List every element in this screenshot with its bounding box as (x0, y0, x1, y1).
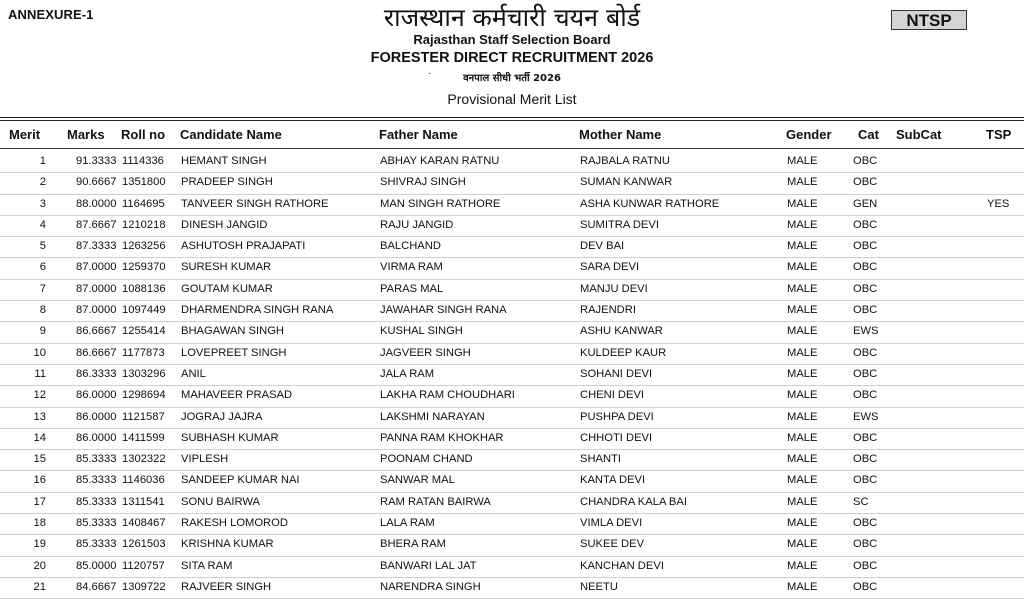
merit-cell: 13 (33, 410, 46, 423)
mother-name-cell: RAJENDRI (580, 304, 636, 317)
gender-cell: MALE (787, 197, 818, 210)
candidate-name-cell: JOGRAJ JAJRA (181, 410, 263, 423)
category-cell: SC (853, 495, 869, 508)
category-cell: OBC (853, 367, 878, 380)
marks-cell: 87.0000 (76, 282, 117, 295)
father-name-cell: NARENDRA SINGH (380, 580, 481, 593)
roll-no-cell: 1210218 (122, 218, 166, 231)
father-name-cell: POONAM CHAND (380, 453, 473, 466)
marks-cell: 87.3333 (76, 240, 117, 253)
father-name-cell: SHIVRAJ SINGH (380, 176, 466, 189)
father-name-cell: RAM RATAN BAIRWA (380, 495, 491, 508)
marks-cell: 86.3333 (76, 367, 117, 380)
roll-no-cell: 1177873 (122, 346, 165, 359)
category-cell: OBC (853, 389, 878, 402)
table-row (0, 514, 1024, 535)
merit-cell: 17 (33, 495, 46, 508)
table-row (0, 471, 1024, 492)
category-cell: OBC (853, 155, 878, 167)
gender-cell: MALE (787, 495, 818, 508)
merit-cell: 1 (39, 155, 46, 167)
gender-cell: MALE (787, 453, 818, 466)
table-row (0, 578, 1024, 599)
category-cell: OBC (853, 282, 878, 295)
father-name-cell: JAGVEER SINGH (380, 346, 471, 359)
category-cell: OBC (853, 176, 878, 189)
category-cell: EWS (853, 325, 879, 338)
merit-cell: 14 (33, 431, 46, 444)
roll-no-cell: 1146036 (122, 474, 165, 487)
candidate-name-cell: SURESH KUMAR (181, 261, 272, 274)
col-cat-header: Cat (858, 127, 879, 142)
table-row (0, 535, 1024, 556)
table-row (0, 493, 1024, 514)
ntsp-badge: NTSP (891, 10, 967, 30)
father-name-cell: PARAS MAL (380, 282, 444, 295)
marks-cell: 85.0000 (76, 559, 117, 572)
gender-cell: MALE (787, 304, 818, 317)
table-row (0, 557, 1024, 578)
gender-cell: MALE (787, 410, 818, 423)
gender-cell: MALE (787, 155, 818, 167)
merit-cell: 12 (33, 389, 46, 402)
category-cell: OBC (853, 559, 878, 572)
mother-name-cell: CHANDRA KALA BAI (580, 495, 687, 508)
father-name-cell: JALA RAM (380, 367, 435, 380)
roll-no-cell: 1261503 (122, 538, 166, 551)
col-father-header: Father Name (379, 127, 458, 142)
gender-cell: MALE (787, 517, 818, 530)
marks-cell: 86.6667 (76, 325, 117, 338)
candidate-name-cell: RAJVEER SINGH (181, 580, 272, 593)
category-cell: OBC (853, 431, 878, 444)
candidate-name-cell: HEMANT SINGH (181, 155, 267, 167)
marks-cell: 87.6667 (76, 218, 117, 231)
candidate-name-cell: SUBHASH KUMAR (181, 431, 279, 444)
roll-no-cell: 1121587 (122, 410, 165, 423)
table-row (0, 344, 1024, 365)
father-name-cell: SANWAR MAL (380, 474, 455, 487)
father-name-cell: LAKHA RAM CHOUDHARI (380, 389, 515, 402)
category-cell: EWS (853, 410, 879, 423)
father-name-cell: JAWAHAR SINGH RANA (380, 304, 507, 317)
col-tsp-header: TSP (986, 127, 1012, 142)
table-row (0, 408, 1024, 429)
merit-cell: 5 (39, 240, 46, 253)
father-name-cell: MAN SINGH RATHORE (380, 197, 501, 210)
merit-cell: 9 (39, 325, 46, 338)
gender-cell: MALE (787, 325, 818, 338)
marks-cell: 86.0000 (76, 389, 117, 402)
mother-name-cell: KULDEEP KAUR (580, 346, 667, 359)
marks-cell: 84.6667 (76, 580, 117, 593)
table-row (0, 450, 1024, 471)
table-header-rule (0, 148, 1024, 149)
table-row (0, 386, 1024, 407)
marks-cell: 90.6667 (76, 176, 117, 189)
roll-no-cell: 1302322 (122, 453, 166, 466)
col-subcat-header: SubCat (896, 127, 942, 142)
roll-no-cell: 1263256 (122, 240, 166, 253)
recruitment-title: FORESTER DIRECT RECRUITMENT 2026 (370, 50, 654, 66)
mother-name-cell: SUKEE DEV (580, 538, 645, 551)
father-name-cell: PANNA RAM KHOKHAR (380, 431, 504, 444)
roll-no-cell: 1309722 (122, 580, 166, 593)
merit-cell: 10 (33, 346, 46, 359)
category-cell: OBC (853, 346, 878, 359)
table-row (0, 280, 1024, 301)
merit-cell: 20 (33, 559, 46, 572)
col-gender-header: Gender (786, 127, 832, 142)
father-name-cell: KUSHAL SINGH (380, 325, 463, 338)
merit-cell: 7 (39, 282, 46, 295)
roll-no-cell: 1255414 (122, 325, 166, 338)
category-cell: OBC (853, 580, 878, 593)
annexure-label: ANNEXURE-1 (8, 7, 94, 22)
roll-no-cell: 1088136 (122, 282, 166, 295)
table-row (0, 429, 1024, 450)
roll-no-cell: 1408467 (122, 517, 166, 530)
category-cell: OBC (853, 538, 878, 551)
mother-name-cell: SOHANI DEVI (580, 367, 653, 380)
marks-cell: 85.3333 (76, 538, 117, 551)
gender-cell: MALE (787, 240, 818, 253)
col-mother-header: Mother Name (579, 127, 662, 142)
col-marks-header: Marks (67, 127, 105, 142)
mother-name-cell: RAJBALA RATNU (580, 155, 670, 167)
category-cell: OBC (853, 453, 878, 466)
table-row (0, 258, 1024, 279)
father-name-cell: VIRMA RAM (380, 261, 443, 274)
candidate-name-cell: MAHAVEER PRASAD (181, 389, 293, 402)
candidate-name-cell: LOVEPREET SINGH (181, 346, 287, 359)
roll-no-cell: 1298694 (122, 389, 166, 402)
merit-cell: 19 (33, 538, 46, 551)
candidate-name-cell: DINESH JANGID (181, 218, 268, 231)
father-name-cell: BHERA RAM (380, 538, 446, 551)
candidate-name-cell: RAKESH LOMOROD (181, 517, 288, 530)
col-roll-header: Roll no (121, 127, 166, 142)
mother-name-cell: CHHOTI DEVI (580, 431, 653, 444)
candidate-name-cell: BHAGAWAN SINGH (181, 325, 284, 338)
mother-name-cell: DEV BAI (580, 240, 625, 253)
marks-cell: 85.3333 (76, 517, 117, 530)
gender-cell: MALE (787, 176, 818, 189)
category-cell: GEN (853, 197, 878, 210)
marks-cell: 87.0000 (76, 261, 117, 274)
recruitment-title-hindi: वनपाल सीधी भर्ती 2026 (463, 73, 561, 84)
gender-cell: MALE (787, 261, 818, 274)
list-title: Provisional Merit List (447, 91, 577, 107)
mother-name-cell: KANTA DEVI (580, 474, 646, 487)
category-cell: OBC (853, 304, 878, 317)
marks-cell: 85.3333 (76, 453, 117, 466)
marks-cell: 86.0000 (76, 431, 117, 444)
roll-no-cell: 1114336 (122, 155, 164, 167)
candidate-name-cell: SANDEEP KUMAR NAI (181, 474, 300, 487)
roll-no-cell: 1311541 (122, 495, 165, 508)
roll-no-cell: 1351800 (122, 176, 166, 189)
gender-cell: MALE (787, 346, 818, 359)
tsp-cell: YES (987, 197, 1010, 210)
category-cell: OBC (853, 474, 878, 487)
gender-cell: MALE (787, 389, 818, 402)
marks-cell: 91.3333 (76, 155, 117, 167)
candidate-name-cell: ASHUTOSH PRAJAPATI (181, 240, 306, 253)
father-name-cell: LAKSHMI NARAYAN (380, 410, 485, 423)
father-name-cell: ABHAY KARAN RATNU (380, 155, 500, 167)
merit-cell: 18 (33, 517, 46, 530)
roll-no-cell: 1097449 (122, 304, 166, 317)
mother-name-cell: SARA DEVI (580, 261, 640, 274)
roll-no-cell: 1303296 (122, 367, 166, 380)
candidate-name-cell: PRADEEP SINGH (181, 176, 273, 189)
mother-name-cell: KANCHAN DEVI (580, 559, 664, 572)
merit-cell: 3 (39, 197, 46, 210)
mother-name-cell: PUSHPA DEVI (580, 410, 654, 423)
table-row (0, 365, 1024, 386)
candidate-name-cell: DHARMENDRA SINGH RANA (181, 304, 334, 317)
table-row (0, 216, 1024, 237)
candidate-name-cell: TANVEER SINGH RATHORE (181, 197, 329, 210)
candidate-name-cell: KRISHNA KUMAR (181, 538, 274, 551)
merit-cell: 16 (33, 474, 46, 487)
marks-cell: 85.3333 (76, 495, 117, 508)
marks-cell: 87.0000 (76, 304, 117, 317)
gender-cell: MALE (787, 218, 818, 231)
mother-name-cell: CHENI DEVI (580, 389, 645, 402)
gender-cell: MALE (787, 282, 818, 295)
merit-cell: 15 (33, 453, 46, 466)
merit-cell: 6 (39, 261, 46, 274)
table-row (0, 173, 1024, 194)
gender-cell: MALE (787, 474, 818, 487)
father-name-cell: BALCHAND (380, 240, 441, 253)
father-name-cell: RAJU JANGID (380, 218, 454, 231)
candidate-name-cell: SITA RAM (181, 559, 233, 572)
category-cell: OBC (853, 240, 878, 253)
board-title-hindi: राजस्थान कर्मचारी चयन बोर्ड (383, 3, 641, 32)
merit-cell: 8 (39, 304, 46, 317)
marks-cell: 85.3333 (76, 474, 117, 487)
mother-name-cell: SHANTI (580, 453, 622, 466)
gender-cell: MALE (787, 367, 818, 380)
mother-name-cell: SUMITRA DEVI (580, 218, 659, 231)
merit-cell: 4 (39, 218, 46, 231)
father-name-cell: LALA RAM (380, 517, 435, 530)
candidate-name-cell: GOUTAM KUMAR (181, 282, 273, 295)
merit-table-body (0, 152, 1024, 599)
col-name-header: Candidate Name (180, 127, 282, 142)
dot-mark: · (428, 68, 432, 79)
roll-no-cell: 1164695 (122, 197, 165, 210)
roll-no-cell: 1259370 (122, 261, 166, 274)
table-row (0, 195, 1024, 216)
header-rule-bottom (0, 120, 1024, 121)
merit-cell: 11 (34, 367, 46, 380)
gender-cell: MALE (787, 580, 818, 593)
candidate-name-cell: ANIL (181, 367, 206, 380)
marks-cell: 86.0000 (76, 410, 117, 423)
category-cell: OBC (853, 517, 878, 530)
gender-cell: MALE (787, 559, 818, 572)
gender-cell: MALE (787, 431, 818, 444)
table-row (0, 322, 1024, 343)
roll-no-cell: 1120757 (122, 559, 165, 572)
roll-no-cell: 1411599 (122, 431, 165, 444)
gender-cell: MALE (787, 538, 818, 551)
candidate-name-cell: VIPLESH (181, 453, 229, 466)
col-merit-header: Merit (9, 127, 41, 142)
marks-cell: 86.6667 (76, 346, 117, 359)
mother-name-cell: MANJU DEVI (580, 282, 648, 295)
mother-name-cell: SUMAN KANWAR (580, 176, 673, 189)
table-row (0, 152, 1024, 173)
mother-name-cell: ASHU KANWAR (580, 325, 663, 338)
category-cell: OBC (853, 261, 878, 274)
header-rule-top (0, 117, 1024, 118)
category-cell: OBC (853, 218, 878, 231)
board-name: Rajasthan Staff Selection Board (413, 32, 611, 47)
table-row (0, 301, 1024, 322)
father-name-cell: BANWARI LAL JAT (380, 559, 477, 572)
mother-name-cell: NEETU (580, 580, 618, 593)
merit-cell: 21 (33, 580, 46, 593)
candidate-name-cell: SONU BAIRWA (181, 495, 260, 508)
table-row (0, 237, 1024, 258)
marks-cell: 88.0000 (76, 197, 117, 210)
mother-name-cell: ASHA KUNWAR RATHORE (580, 197, 720, 210)
mother-name-cell: VIMLA DEVI (580, 517, 643, 530)
merit-cell: 2 (39, 176, 46, 189)
